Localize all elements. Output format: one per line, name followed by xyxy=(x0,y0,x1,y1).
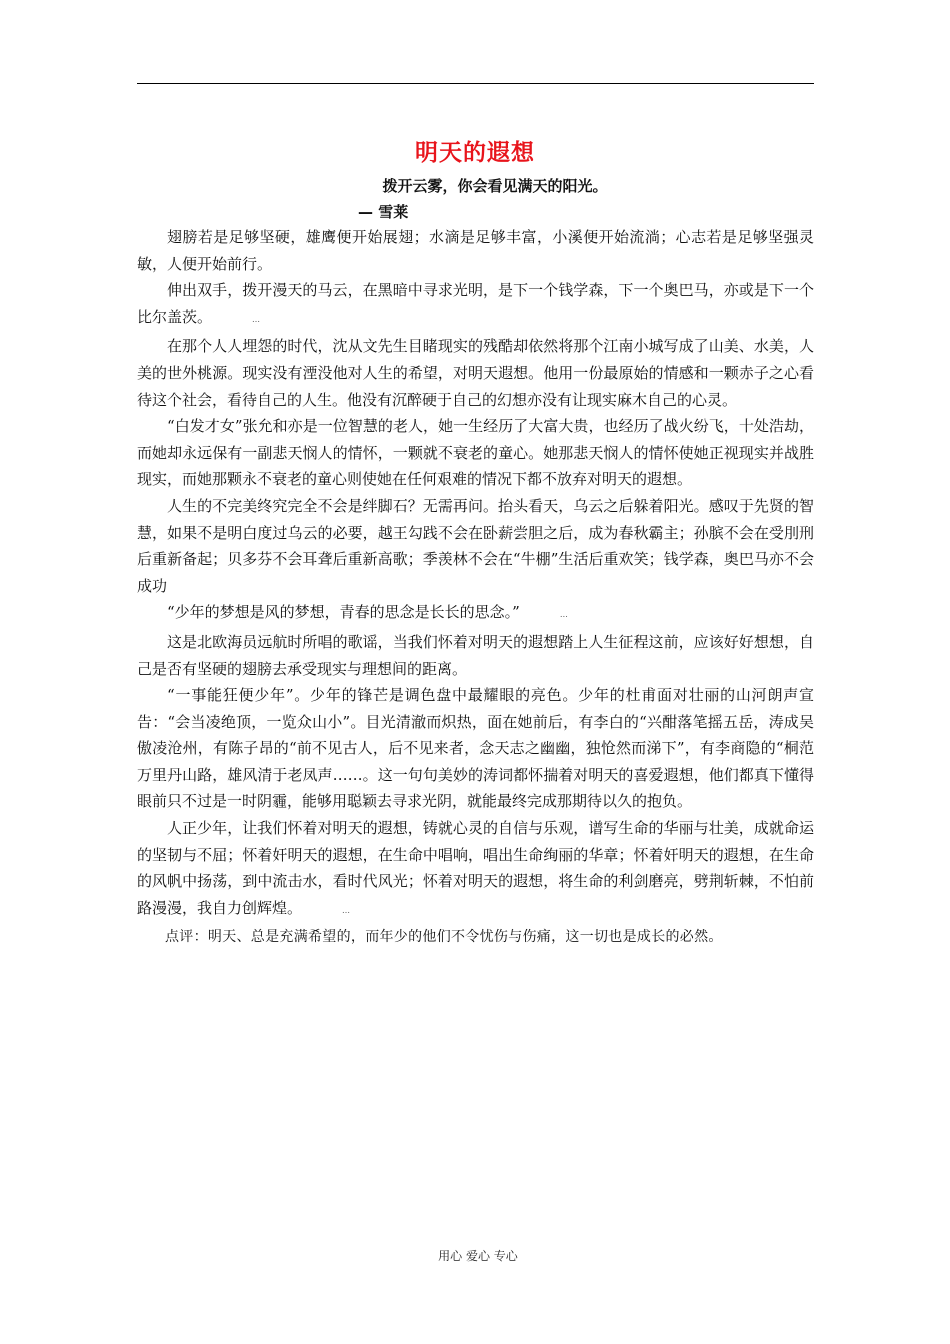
paragraph-mark: … xyxy=(342,905,351,915)
paragraph-3: 在那个人人埋怨的时代，沈从文先生目睹现实的残酷却依然将那个江南小城写成了山美、水美，人美的世外桃源。现实没有湮没他对人生的希望，对明天遐想。他用一份最原始的情感和一颗赤子之心看待这个社会，看待自己的人生。他没有沉醉硬于自己的幻想亦没有让现实麻木自己的心灵。 xyxy=(137,337,814,409)
top-horizontal-rule xyxy=(137,83,814,84)
paragraph-7: 这是北欧海员远航时所唱的歌谣，当我们怀着对明天的遐想踏上人生征程这前，应该好好想想，自己是否有坚硬的翅膀去承受现实与理想间的距离。 xyxy=(137,632,814,678)
paragraph-6 xyxy=(137,599,814,629)
paragraph-5: 人生的不完美终究完全不会是绊脚石？无需再问。抬头看天，乌云之后躲着阳光。感叹于先贤的智慧，如果不是明白度过乌云的必要，越王勾践不会在卧薪尝胆之后，成为春秋霸主；孙膑不会在受刖刑后重新备起；贝多芬不会耳聋后重新高歌；季羡林不会在“牛棚”生活后重欢笑；钱学森，奥巴马亦不会成功 xyxy=(137,496,814,595)
document-body xyxy=(137,224,814,951)
paragraph-1: 翅膀若是足够坚硬，雄鹰便开始展翅；水滴是足够丰富，小溪便开始流淌；心志若是足够坚强灵敏，人便开始前行。 xyxy=(137,228,814,273)
epigraph-quote: 拨开云雾，你会看见满天的阳光。 xyxy=(382,177,608,195)
paragraph-8: “一事能狂便少年”。少年的锋芒是调色盘中最耀眼的亮色。少年的杜甫面对壮丽的山河朗声宣告：“会当凌绝顶，一览众山小”。目光清澈而炽热，面在她前后，有李白的“兴酣落笔摇五岳，涛成吴傲凌沧州，有陈子昂的“前不见古人，后不见来者，念天志之幽幽，独怆然而涕下”，有李商隐的“桐范万里丹山路，雄风清于老凤声……。这一句句美妙的涛词都怀揣着对明天的喜爱遐想，他们都真下懂得眼前只不过是一时阴霾，能够用聪颖去寻求光阴，就能最终完成那期待以久的抱负。 xyxy=(137,686,814,811)
document-title: 明天的遐想 xyxy=(415,140,535,166)
paragraph-9 xyxy=(137,815,814,924)
epigraph-author: — 雪莱 xyxy=(358,203,409,221)
paragraph-mark: … xyxy=(559,610,568,620)
paragraph-4: “白发才女”张允和亦是一位智慧的老人，她一生经历了大富大贵，也经历了战火纷飞，十处浩劫，而她却永远保有一副悲天悯人的情怀，一颗就不衰老的童心。她那悲天悯人的情怀使她正视现实并战胜现实，而她那颗永不衰老的童心则使她在任何艰难的情况下都不放弃对明天的遐想。 xyxy=(137,417,814,489)
paragraph-6-text: “少年的梦想是风的梦想，青春的思念是长长的思念。” xyxy=(167,603,520,622)
paragraph-2-text: 伸出双手，拨开漫天的马云，在黑暗中寻求光明，是下一个钱学森，下一个奥巴马，亦或是下一个比尔盖茨。 xyxy=(137,281,814,326)
paragraph-9-text: 人正少年，让我们怀着对明天的遐想，铸就心灵的自信与乐观，谱写生命的华丽与壮美，成就命运的坚韧与不屈；怀着奸明天的遐想，在生命中唱响，唱出生命绚丽的华章；怀着奸明天的遐想，在生命的风帆中扬荡，到中流击水，看时代风光；怀着对明天的遐想，将生命的利剑磨亮，劈荆斩棘，不怕前路漫漫，我自力创辉煌。 xyxy=(137,819,814,917)
page-footer: 用心 爱心 专心 xyxy=(438,1249,518,1263)
paragraph-2 xyxy=(137,277,814,333)
comment-paragraph: 点评：明天、总是充满希望的，而年少的他们不令忧伤与伤痛，这一切也是成长的必然。 xyxy=(165,929,723,946)
paragraph-mark: … xyxy=(252,314,261,324)
